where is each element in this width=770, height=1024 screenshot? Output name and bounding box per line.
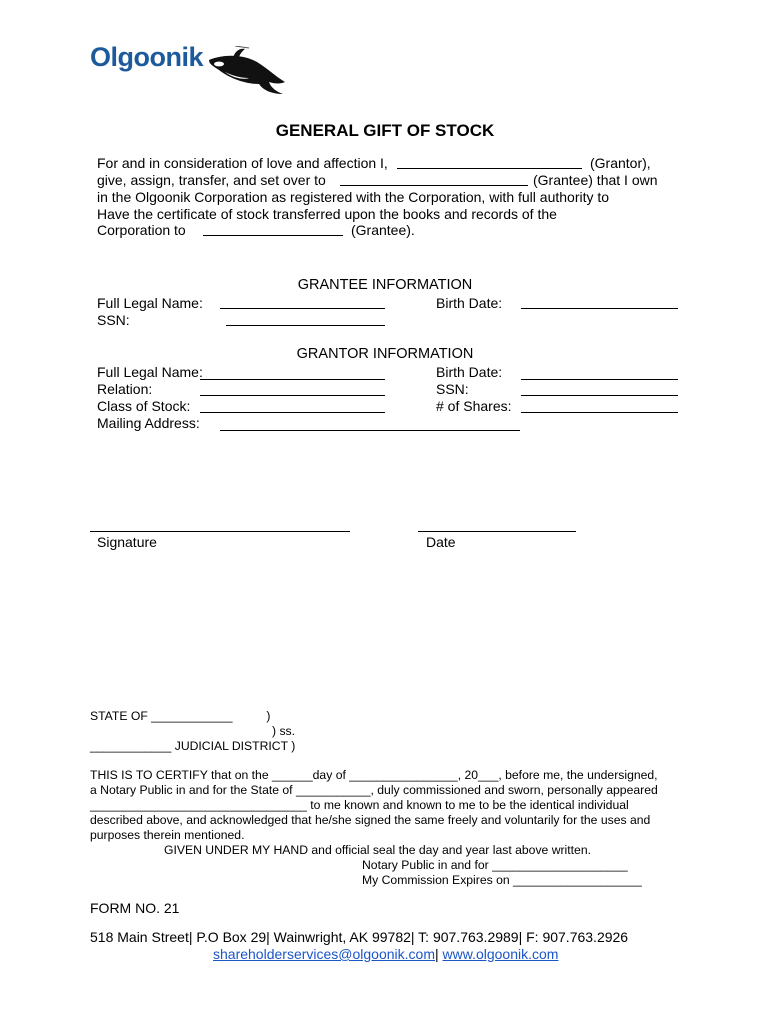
website-link[interactable]: www.olgoonik.com: [442, 946, 559, 962]
form-number: FORM NO. 21: [90, 900, 180, 916]
page-title: GENERAL GIFT OF STOCK: [275, 121, 495, 140]
certify-line-2: a Notary Public in and for the State of ___________, duly commissioned and sworn, personally appeared: [90, 783, 658, 797]
grantor-relation-field[interactable]: [200, 395, 385, 396]
grantor-full-name-field[interactable]: [200, 379, 385, 380]
notary-district: ____________ JUDICIAL DISTRICT ): [90, 739, 296, 753]
grantor-class-label: Class of Stock:: [97, 398, 191, 414]
intro-line-2: give, assign, transfer, and set over to: [97, 172, 326, 188]
grantor-mailing-label: Mailing Address:: [97, 415, 200, 431]
signature-label: Signature: [97, 534, 157, 550]
notary-state: STATE OF ____________ ): [90, 709, 271, 723]
footer-links: [213, 946, 558, 962]
grantee-birth-date-label: Birth Date:: [436, 295, 503, 311]
grantee-full-name-field[interactable]: [220, 308, 385, 309]
grantee-heading: GRANTEE INFORMATION: [297, 277, 473, 293]
intro-line-3: in the Olgoonik Corporation as registered with the Corporation, with full authority to: [97, 189, 610, 205]
grantor-shares-field[interactable]: [521, 412, 678, 413]
grantor-birth-date-field[interactable]: [521, 379, 678, 380]
certify-line-4: described above, and acknowledged that he/she signed the same freely and voluntarily for the uses and: [90, 813, 651, 827]
footer-address: 518 Main Street| P.O Box 29| Wainwright, AK 99782| T: 907.763.2989| F: 907.763.2926: [90, 929, 629, 945]
grantor-ssn-field[interactable]: [521, 395, 678, 396]
grantor-shares-label: # of Shares:: [436, 398, 512, 414]
intro-grantee-label: (Grantee) that I own: [533, 172, 658, 188]
signature-line[interactable]: [90, 531, 350, 532]
date-line[interactable]: [418, 531, 576, 532]
intro-line-5: Corporation to: [97, 222, 186, 238]
grantee-corp-blank[interactable]: [203, 235, 343, 236]
orca-whale-icon: [205, 46, 290, 96]
certify-line-1: THIS IS TO CERTIFY that on the ______day of ________________, 20___, before me, the undersigned,: [90, 768, 658, 782]
grantee-ssn-label: SSN:: [97, 312, 130, 328]
notary-ss: ) ss.: [272, 724, 296, 738]
grantee-name-blank[interactable]: [340, 185, 528, 186]
grantor-birth-date-label: Birth Date:: [436, 364, 503, 380]
email-link[interactable]: shareholderservices@olgoonik.com: [213, 946, 435, 962]
certify-line-5: purposes therein mentioned.: [90, 828, 245, 842]
grantor-full-name-label: Full Legal Name:: [97, 364, 203, 380]
grantor-relation-label: Relation:: [97, 381, 153, 397]
grantor-class-field[interactable]: [200, 412, 385, 413]
commission-expires-line: My Commission Expires on ___________________: [362, 873, 642, 887]
date-label: Date: [426, 534, 456, 550]
grantor-name-blank[interactable]: [397, 168, 582, 169]
logo-wordmark: Olgoonik: [90, 42, 203, 72]
grantor-ssn-label: SSN:: [436, 381, 469, 397]
grantee-birth-date-field[interactable]: [521, 308, 678, 309]
given-under-hand: GIVEN UNDER MY HAND and official seal the day and year last above written.: [164, 843, 591, 857]
footer-separator: |: [434, 946, 439, 962]
intro-grantor-label: (Grantor),: [590, 155, 651, 171]
notary-public-line: Notary Public in and for ____________________: [362, 858, 628, 872]
intro-grantee-label-2: (Grantee).: [351, 222, 415, 238]
grantee-ssn-field[interactable]: [226, 325, 385, 326]
grantor-mailing-field[interactable]: [220, 430, 520, 431]
intro-line-1: For and in consideration of love and affection I,: [97, 155, 388, 171]
grantor-heading: GRANTOR INFORMATION: [296, 346, 474, 362]
grantee-full-name-label: Full Legal Name:: [97, 295, 203, 311]
certify-line-3: ________________________________ to me known and known to me to be the identical individual: [90, 798, 629, 812]
intro-line-4: Have the certificate of stock transferred upon the books and records of the: [97, 206, 557, 222]
